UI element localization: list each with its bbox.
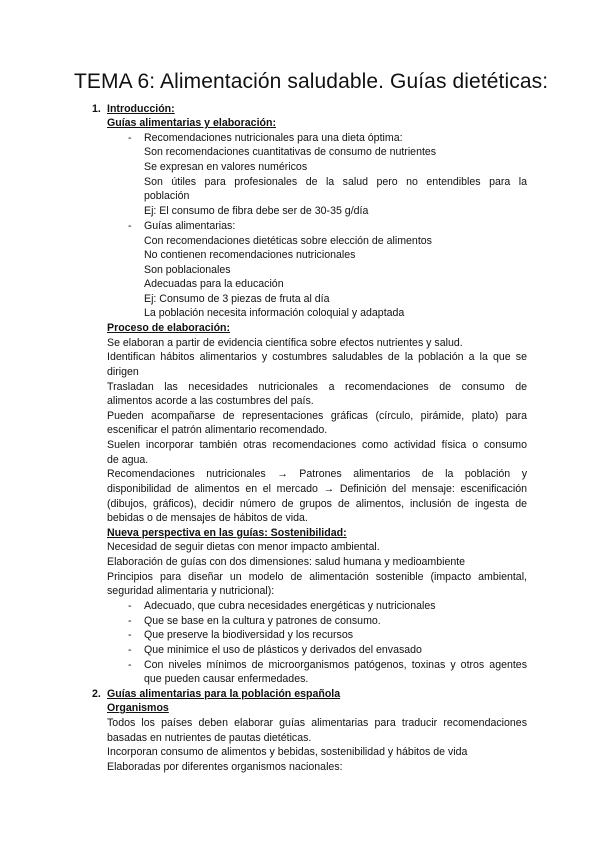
sub-line: Son útiles para profesionales de la salud pero no entendibles para la	[144, 176, 527, 188]
sub-line: No contienen recomendaciones nutricionales	[144, 249, 356, 261]
section-1-heading: Introducción:	[107, 103, 175, 115]
bullet-dash: -	[128, 629, 132, 641]
paragraph-line: Incorporan consumo de alimentos y bebidas, sostenibilidad y hábitos de vida	[107, 746, 468, 758]
sub-line: población	[144, 190, 190, 202]
paragraph-line: seguridad alimentaria y nutricional):	[107, 585, 275, 597]
sub-line: Adecuadas para la educación	[144, 278, 284, 290]
bullet-dash: -	[128, 615, 132, 627]
section-1-number: 1.	[92, 103, 101, 115]
paragraph-line: (dibujos, gráficos), decidir número de grupos de alimentos, inclusión de ingesta de	[107, 498, 527, 510]
paragraph-line: Necesidad de seguir dietas con menor impacto ambiental.	[107, 541, 380, 553]
paragraph-line: Principios para diseñar un modelo de alimentación sostenible (impacto ambiental,	[107, 571, 527, 583]
paragraph-line: escenificar el patrón alimentario recomendado.	[107, 424, 328, 436]
sub-line: Son recomendaciones cuantitativas de consumo de nutrientes	[144, 146, 437, 158]
bullet-item: Que minimice el uso de plásticos y derivados del envasado	[144, 644, 422, 656]
sub-line: Con recomendaciones dietéticas sobre elección de alimentos	[144, 235, 432, 247]
bullet-item: Adecuado, que cubra necesidades energéticas y nutricionales	[144, 600, 436, 612]
paragraph-line: Pueden acompañarse de representaciones gráficas (círculo, pirámide, plato) para	[107, 410, 527, 422]
section-2-number: 2.	[92, 688, 101, 700]
paragraph-line: Trasladan las necesidades nutricionales a recomendaciones de consumo de	[107, 381, 527, 393]
sub-line: Se expresan en valores numéricos	[144, 161, 308, 173]
bullet-item: Que preserve la biodiversidad y los recursos	[144, 629, 354, 641]
proceso-heading: Proceso de elaboración:	[107, 322, 231, 334]
sub-line: La población necesita información coloquial y adaptada	[144, 307, 405, 319]
sub-line: Son poblacionales	[144, 264, 231, 276]
organismos-heading: Organismos	[107, 702, 169, 714]
bullet-guias: Guías alimentarias:	[144, 220, 236, 232]
sostenibilidad-heading: Nueva perspectiva en las guías: Sostenibilidad:	[107, 527, 347, 539]
paragraph-line: Elaboradas por diferentes organismos nacionales:	[107, 761, 343, 773]
section-2-heading: Guías alimentarias para la población española	[107, 688, 341, 700]
paragraph-line: Identifican hábitos alimentarios y costumbres saludables de la población a la que se	[107, 351, 527, 363]
bullet-dash: -	[128, 220, 132, 232]
paragraph-line: dirigen	[107, 366, 139, 378]
bullet-dash: -	[128, 600, 132, 612]
paragraph-line: bebidas o de mensajes de hábitos de vida.	[107, 512, 308, 524]
page-title: TEMA 6: Alimentación saludable. Guías dietéticas:	[74, 70, 549, 93]
bullet-item: Que se base en la cultura y patrones de consumo.	[144, 615, 381, 627]
bullet-dash: -	[128, 132, 132, 144]
bullet-dash: -	[128, 659, 132, 671]
paragraph-line: Recomendaciones nutricionales → Patrones alimentarios de la población y	[107, 468, 527, 480]
paragraph-line: de agua.	[107, 454, 149, 466]
paragraph-line: disponibilidad de alimentos en el mercado → Definición del mensaje: escenificación	[107, 483, 527, 495]
bullet-recomendaciones: Recomendaciones nutricionales para una dieta óptima:	[144, 132, 403, 144]
paragraph-line: Suelen incorporar también otras recomendaciones como actividad física o consumo	[107, 439, 527, 451]
sub-line: Ej: El consumo de fibra debe ser de 30-35 g/día	[144, 205, 369, 217]
paragraph-line: Todos los países deben elaborar guías alimentarias para traducir recomendaciones	[107, 717, 527, 729]
paragraph-line: Se elaboran a partir de evidencia científica sobre efectos nutrientes y salud.	[107, 337, 463, 349]
bullet-dash: -	[128, 644, 132, 656]
guias-heading: Guías alimentarias y elaboración:	[107, 117, 276, 129]
paragraph-line: Elaboración de guías con dos dimensiones: salud humana y medioambiente	[107, 556, 466, 568]
paragraph-line: alimentos acorde a las costumbres del país.	[107, 395, 314, 407]
sub-line: Ej: Consumo de 3 piezas de fruta al día	[144, 293, 330, 305]
bullet-item: Con niveles mínimos de microorganismos patógenos, toxinas y otros agentes	[144, 659, 527, 671]
bullet-continuation: que pueden causar enfermedades.	[144, 673, 309, 685]
paragraph-line: basadas en nutrientes de pautas dietéticas.	[107, 732, 312, 744]
